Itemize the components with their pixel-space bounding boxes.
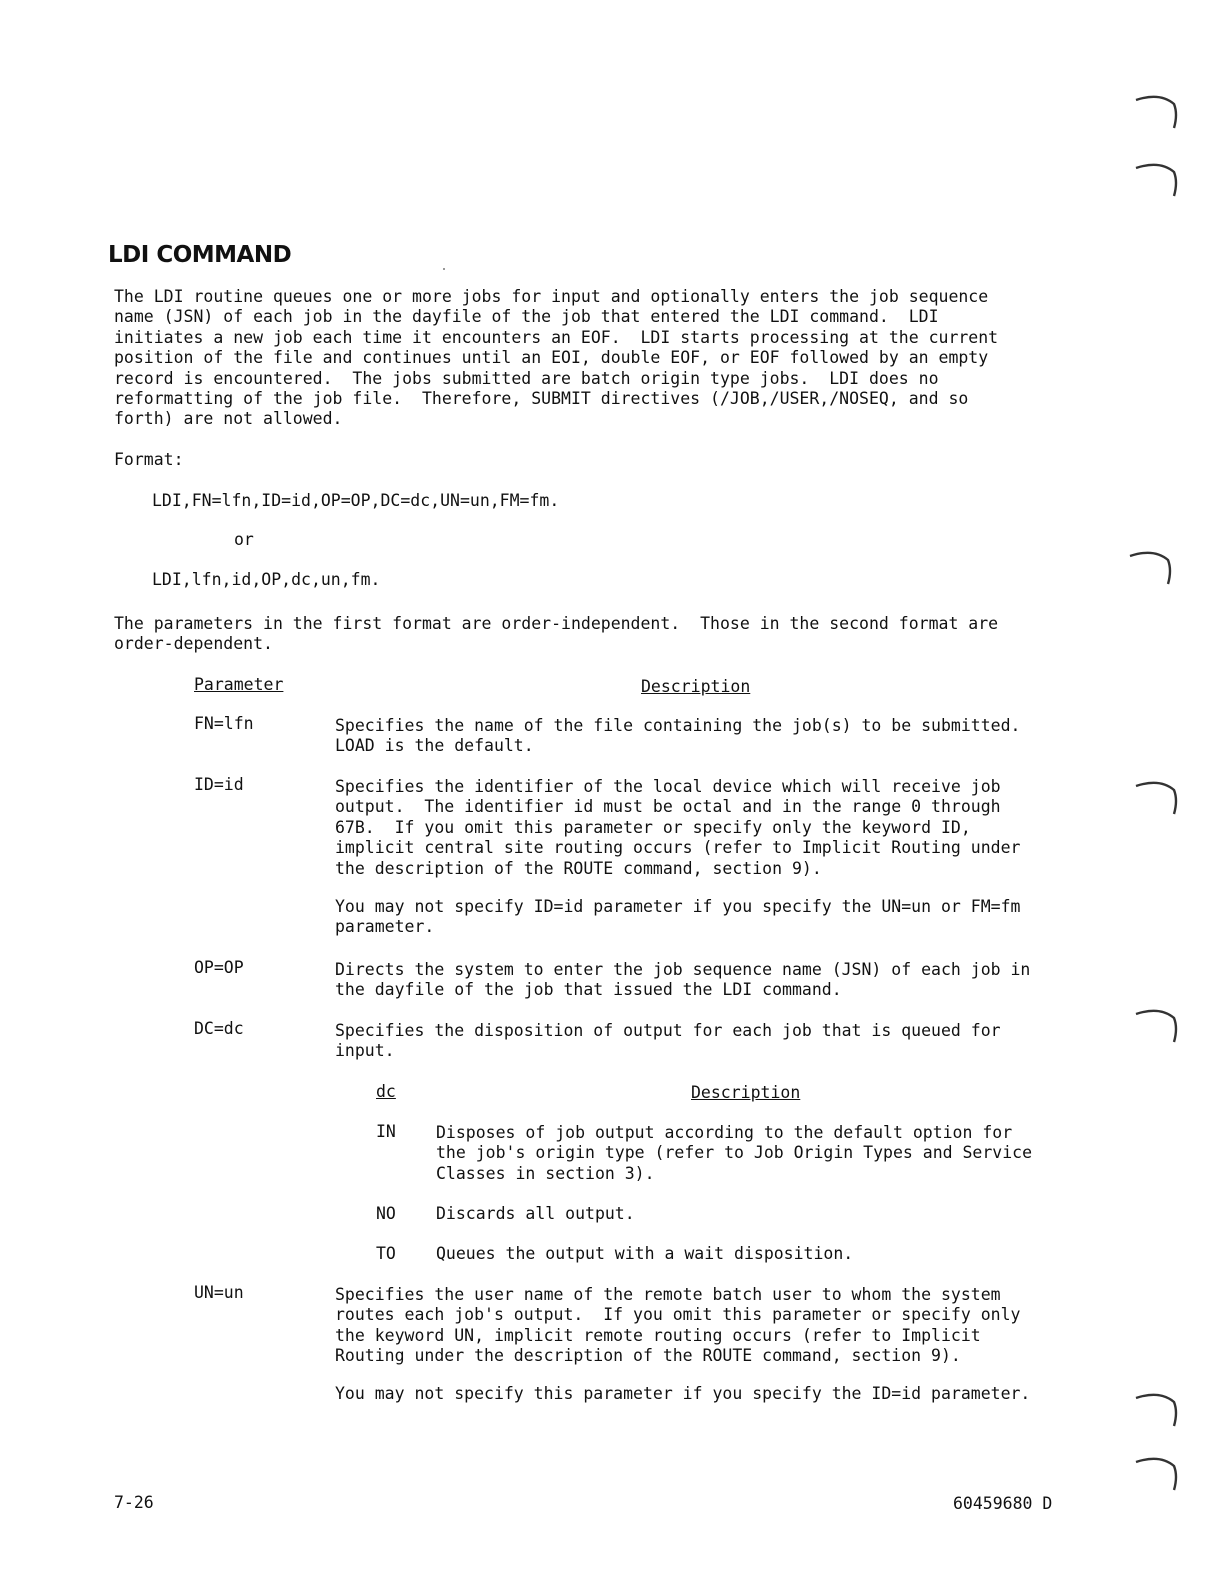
binding-hole-mark-4: [1134, 776, 1180, 822]
param-name-op: OP=OP: [194, 958, 244, 977]
format-line-2: LDI,lfn,id,OP,dc,un,fm.: [152, 570, 381, 589]
dc-header-dc: dc: [376, 1082, 396, 1101]
binding-hole-mark-7: [1134, 1452, 1180, 1498]
param-desc-dc: Specifies the disposition of output for each job that is queued for input.: [335, 1021, 1001, 1061]
format-label: Format:: [114, 450, 184, 469]
page-title: LDI COMMAND: [108, 242, 292, 268]
binding-hole-mark-6: [1134, 1388, 1180, 1434]
binding-hole-mark-5: [1134, 1004, 1180, 1050]
binding-hole-mark-1: [1134, 90, 1180, 136]
param-desc-un: Specifies the user name of the remote batch user to whom the system routes each job's output. If you omit this parameter or specify only the keyword UN, implicit remote routing occurs (refer to Implicit Routing under the description of the ROUTE command, section 9).: [335, 1285, 1021, 1366]
scan-speck: [443, 268, 445, 270]
dc-header-description: Description: [691, 1083, 801, 1102]
page-number: 7-26: [114, 1493, 154, 1512]
binding-hole-mark-2: [1134, 158, 1180, 204]
binding-hole-mark-3: [1128, 546, 1174, 592]
param-desc-id: Specifies the identifier of the local device which will receive job output. The identifier id must be octal and in the range 0 through 67B. If you omit this parameter or specify only the keyword ID, implicit central site routing occurs (refer to Implicit Routing under the description of the ROUTE command, section 9).: [335, 777, 1021, 878]
dc-desc-in: Disposes of job output according to the default option for the job's origin type (refer to Job Origin Types and Service Classes in section 3).: [436, 1123, 1033, 1183]
dc-desc-no: Discards all output.: [436, 1204, 635, 1223]
param-desc-op: Directs the system to enter the job sequence name (JSN) of each job in the dayfile of the job that issued the LDI command.: [335, 960, 1031, 1000]
param-name-dc: DC=dc: [194, 1019, 244, 1038]
param-name-fn: FN=lfn: [194, 714, 254, 733]
format-line-1: LDI,FN=lfn,ID=id,OP=OP,DC=dc,UN=un,FM=fm.: [152, 491, 560, 510]
param-desc-fn: Specifies the name of the file containing the job(s) to be submitted. LOAD is the default.: [335, 716, 1021, 756]
dc-desc-to: Queues the output with a wait disposition.: [436, 1244, 854, 1263]
format-or: or: [234, 530, 254, 549]
dc-code-no: NO: [376, 1204, 396, 1223]
param-name-un: UN=un: [194, 1283, 244, 1302]
param-header-parameter: Parameter: [194, 675, 284, 694]
order-note: The parameters in the first format are order-independent. Those in the second format are order-dependent.: [114, 614, 999, 654]
param-header-description: Description: [641, 677, 751, 696]
param-extra-id: You may not specify ID=id parameter if you specify the UN=un or FM=fm parameter.: [335, 897, 1021, 937]
dc-code-to: TO: [376, 1244, 396, 1263]
document-number: 60459680 D: [953, 1494, 1053, 1513]
dc-code-in: IN: [376, 1122, 396, 1141]
intro-paragraph: The LDI routine queues one or more jobs for input and optionally enters the job sequence name (JSN) of each job in the dayfile of the job that entered the LDI command. LDI initiates a new job each time it encounters an EOF. LDI starts processing at the current position of the file and continues until an EOI, double EOF, or EOF followed by an empty record is encountered. The jobs submitted are batch origin type jobs. LDI does no reformatting of the job file. Therefore, SUBMIT directives (/JOB,/USER,/NOSEQ, and so forth) are not allowed.: [114, 287, 999, 429]
param-extra-un: You may not specify this parameter if you specify the ID=id parameter.: [335, 1384, 1031, 1403]
param-name-id: ID=id: [194, 775, 244, 794]
